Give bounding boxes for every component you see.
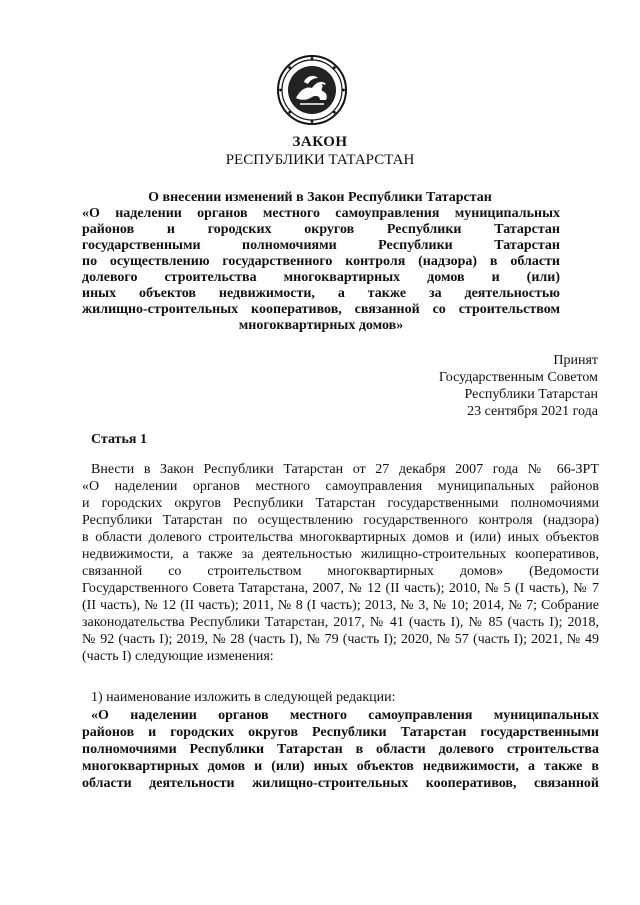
subject-line: государственными полномочиями Республики Татарстан (82, 238, 560, 253)
law-title: ЗАКОН (292, 134, 348, 150)
republic-name: РЕСПУБЛИКИ ТАТАРСТАН (225, 152, 415, 168)
quote-line: области деятельности жилищно-строительных кооперативов, связанной (82, 776, 599, 791)
paragraph-line: недвижимости, а также за деятельностью жилищно-строительных кооперативов, (82, 547, 599, 562)
adoption-line: Государственным Советом (438, 370, 598, 385)
paragraph-line: законодательства Республики Татарстан, 2017, № 41 (часть I), № 85 (часть I); 2018, (82, 615, 599, 630)
subject-line: «О наделении органов местного самоуправления муниципальных (82, 206, 560, 221)
paragraph-line: в области долевого строительства многоквартирных домов и (или) иных объектов (82, 530, 599, 545)
subject-heading: О внесении изменений в Закон Республики Татарстан (148, 190, 492, 205)
paragraph-line: «О наделении органов местного самоуправления муниципальных районов (82, 479, 599, 494)
article-paragraph (82, 461, 599, 665)
amendment-quote (82, 707, 599, 792)
adoption-line: Республики Татарстан (464, 387, 598, 402)
quote-line: «О наделении органов местного самоуправления муниципальных (91, 708, 599, 723)
tatarstan-coat-of-arms-icon (276, 54, 348, 126)
paragraph-line: связанной со строительством многоквартирных домов» (Ведомости (82, 564, 599, 579)
subject-line: долевого строительства многоквартирных домов и (или) (82, 270, 560, 285)
paragraph-line: Республики Татарстан по осуществлению государственного контроля (надзора) (82, 513, 599, 528)
adoption-block (439, 352, 598, 420)
paragraph-line: (II часть), № 12 (II часть); 2011, № 8 (I часть); 2013, № 3, № 10; 2014, № 7; Собрание (82, 598, 599, 613)
subject-title (82, 206, 560, 334)
quote-line: полномочиями Республики Татарстан в области долевого строительства (82, 742, 599, 757)
paragraph-line: Государственного Совета Татарстана, 2007, № 12 (II часть); 2010, № 5 (I часть), № 7 (82, 581, 599, 596)
subject-line: по осуществлению государственного контроля (надзора) в области (82, 254, 560, 269)
subject-line: районов и городских округов Республики Татарстан (82, 222, 560, 237)
amendment-item-1: 1) наименование изложить в следующей редакции: (91, 690, 396, 705)
article-title: Статья 1 (91, 432, 147, 447)
paragraph-line: (часть I) следующие изменения: (82, 649, 274, 664)
subject-line: иных объектов недвижимости, а также за деятельностью (82, 286, 560, 301)
paragraph-line: Внести в Закон Республики Татарстан от 27 декабря 2007 года № 66-ЗРТ (91, 462, 599, 477)
subject-line: многоквартирных домов» (238, 318, 404, 333)
subject-line: жилищно-строительных кооперативов, связанной со строительством (82, 302, 560, 317)
paragraph-line: и городских округов Республики Татарстан государственными полномочиями (82, 496, 599, 511)
adoption-line: Принят (553, 353, 598, 368)
adoption-date: 23 сентября 2021 года (467, 404, 598, 419)
quote-line: многоквартирных домов и (или) иных объектов недвижимости, а также в (82, 759, 599, 774)
quote-line: районов и городских округов Республики Татарстан государственными (82, 725, 599, 740)
paragraph-line: № 92 (часть I); 2019, № 28 (часть I), № 79 (часть I); 2020, № 57 (часть I); 2021, № 49 (82, 632, 599, 647)
